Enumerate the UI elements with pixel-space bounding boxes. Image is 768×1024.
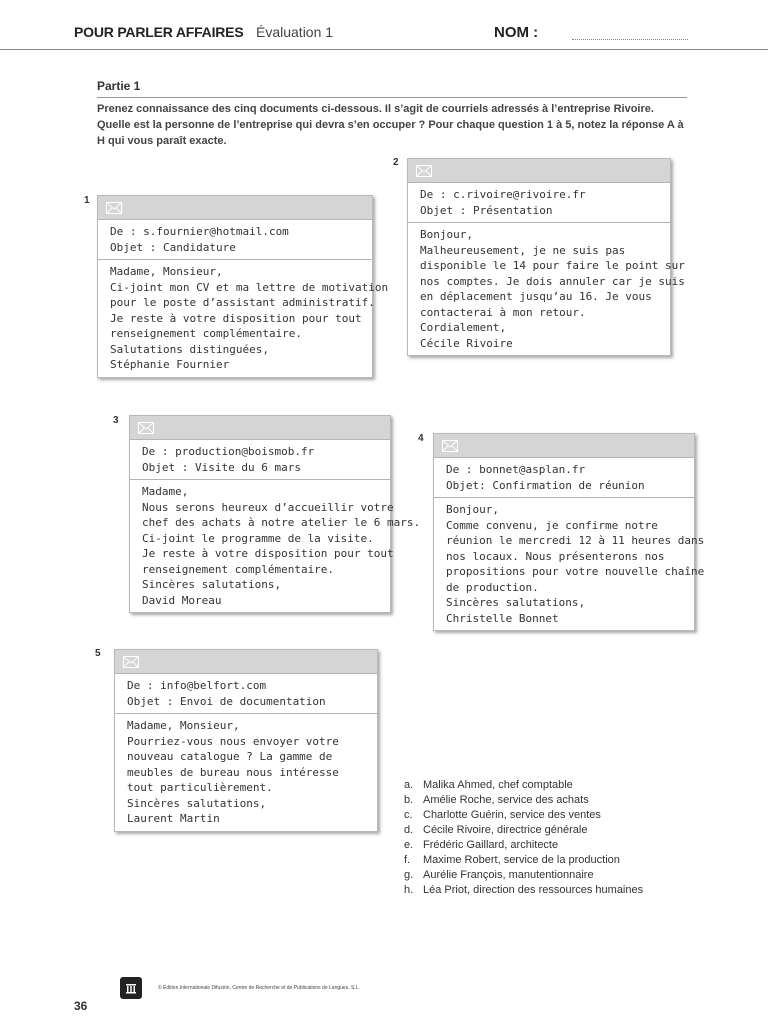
email-subject: Objet : Visite du 6 mars bbox=[142, 460, 301, 474]
copyright-notice: © Édition Internationale Difusión, Centre de Recherche et de Publications de Langues, S.L. bbox=[158, 985, 360, 991]
email-header bbox=[434, 458, 694, 498]
part-title: Partie 1 bbox=[97, 79, 141, 93]
email-body-line: Nous serons heureux d’accueillir votre bbox=[142, 500, 394, 514]
email-title-bar bbox=[408, 159, 670, 183]
email-body-line: propositions pour votre nouvelle chaîne bbox=[446, 565, 705, 578]
envelope-icon bbox=[106, 202, 122, 214]
email-body bbox=[408, 223, 685, 355]
email-subject: Objet : Présentation bbox=[420, 203, 553, 217]
email-body-line: pour le poste d’assistant administratif. bbox=[110, 296, 375, 309]
email-body-line: renseignement complémentaire. bbox=[110, 327, 303, 340]
part-divider bbox=[97, 97, 687, 98]
envelope-icon bbox=[138, 422, 154, 434]
answer-option: e. Frédéric Gaillard, architecte bbox=[404, 839, 559, 851]
email-body-line: Stéphanie Fournier bbox=[110, 358, 230, 371]
answer-option: h. Léa Priot, direction des ressources humaines bbox=[404, 884, 644, 896]
email-body-line: meubles de bureau nous intéresse bbox=[127, 765, 339, 779]
email-body-line: Salutations distinguées, bbox=[110, 342, 269, 356]
email-body-line: nos comptes. Je dois annuler car je suis bbox=[420, 274, 685, 288]
email-header bbox=[98, 220, 372, 260]
email-body bbox=[434, 498, 705, 630]
email-body-line: Madame, Monsieur, bbox=[110, 265, 223, 278]
answer-option: f. Maxime Robert, service de la production bbox=[404, 854, 620, 866]
email-from: De : c.rivoire@rivoire.fr bbox=[420, 188, 586, 201]
email-body-line: Je reste à votre disposition pour tout bbox=[142, 547, 394, 560]
email-header bbox=[115, 674, 377, 714]
email-body-line: Cordialement, bbox=[420, 321, 507, 334]
email-header bbox=[130, 440, 390, 480]
email-body-line: Pourriez-vous nous envoyer votre bbox=[127, 734, 339, 748]
email-number: 2 bbox=[393, 157, 399, 168]
email-body-line: Bonjour, bbox=[446, 503, 499, 516]
email-body-line: tout particulièrement. bbox=[127, 781, 273, 794]
email-number: 4 bbox=[418, 433, 424, 444]
envelope-icon bbox=[416, 165, 432, 177]
email-body-line: Ci-joint le programme de la visite. bbox=[142, 531, 374, 545]
answer-options bbox=[404, 778, 643, 898]
email-number: 3 bbox=[113, 415, 119, 426]
email-subject: Objet : Envoi de documentation bbox=[127, 694, 326, 708]
email-body bbox=[98, 260, 389, 377]
email-subject: Objet: Confirmation de réunion bbox=[446, 478, 645, 492]
email-body-line: en déplacement jusqu’au 16. Je vous bbox=[420, 290, 652, 303]
email-number: 5 bbox=[95, 648, 101, 659]
email-body-line: Sincères salutations, bbox=[142, 578, 282, 591]
email-from: De : bonnet@asplan.fr bbox=[446, 463, 586, 476]
email-body-line: renseignement complémentaire. bbox=[142, 562, 335, 576]
email-body-line: de production. bbox=[446, 580, 539, 594]
email-subject: Objet : Candidature bbox=[110, 240, 236, 254]
publisher-logo-icon bbox=[120, 977, 142, 999]
email-header bbox=[408, 183, 670, 223]
email-body-line: Laurent Martin bbox=[127, 812, 220, 825]
email-body-line: Malheureusement, je ne suis pas bbox=[420, 243, 626, 257]
email-body-line: nos locaux. Nous présenterons nos bbox=[446, 549, 665, 563]
email-title-bar bbox=[98, 196, 372, 220]
email-body-line: Madame, Monsieur, bbox=[127, 719, 240, 732]
nom-label: NOM : bbox=[494, 24, 539, 41]
answer-option: d. Cécile Rivoire, directrice générale bbox=[404, 824, 588, 836]
email-body-line: contacterai à mon retour. bbox=[420, 305, 586, 319]
email-title-bar bbox=[115, 650, 377, 674]
email-body-line: réunion le mercredi 12 à 11 heures dans bbox=[446, 534, 705, 547]
book-title: POUR PARLER AFFAIRES bbox=[74, 24, 244, 40]
email-body-line: Je reste à votre disposition pour tout bbox=[110, 311, 362, 325]
envelope-icon bbox=[123, 656, 139, 668]
answer-option: b. Amélie Roche, service des achats bbox=[404, 794, 589, 806]
publisher-logo-icon bbox=[120, 977, 142, 999]
email-title-bar bbox=[434, 434, 694, 458]
email-card-1 bbox=[97, 195, 389, 378]
email-from: De : info@belfort.com bbox=[127, 679, 267, 692]
page-header bbox=[0, 0, 768, 50]
email-body-line: Sincères salutations, bbox=[446, 596, 586, 609]
email-number: 1 bbox=[84, 195, 90, 206]
email-card-5 bbox=[114, 649, 378, 832]
email-body-line: David Moreau bbox=[142, 593, 222, 607]
email-body-line: Cécile Rivoire bbox=[420, 336, 513, 350]
email-body-line: Madame, bbox=[142, 485, 189, 498]
answer-option: c. Charlotte Guérin, service des ventes bbox=[404, 809, 601, 821]
email-card-2 bbox=[407, 158, 685, 356]
answer-option: g. Aurélie François, manutentionnaire bbox=[404, 869, 594, 881]
email-body-line: Ci-joint mon CV et ma lettre de motivation bbox=[110, 280, 389, 294]
email-body bbox=[130, 480, 421, 612]
email-body-line: nouveau catalogue ? La gamme de bbox=[127, 750, 333, 763]
envelope-icon bbox=[442, 440, 458, 452]
email-body-line: Sincères salutations, bbox=[127, 796, 267, 810]
email-body-line: Christelle Bonnet bbox=[446, 611, 559, 625]
email-body-line: Bonjour, bbox=[420, 228, 473, 241]
email-title-bar bbox=[130, 416, 390, 440]
email-body-line: chef des achats à notre atelier le 6 mars. bbox=[142, 516, 421, 529]
instructions: Prenez connaissance des cinq documents ci-dessous. Il s’agit de courriels adressés à l’entreprise Rivoire. Quelle est la personne de l’entreprise qui devra s’en occuper ? Pour chaque question 1 à 5, notez la réponse A à H qui vous paraît exacte. bbox=[97, 103, 684, 147]
email-card-3 bbox=[129, 415, 421, 613]
email-from: De : s.fournier@hotmail.com bbox=[110, 225, 289, 238]
email-body-line: Comme convenu, je confirme notre bbox=[446, 518, 658, 532]
email-card-4 bbox=[433, 433, 705, 631]
email-body bbox=[115, 714, 377, 831]
email-from: De : production@boismob.fr bbox=[142, 445, 315, 458]
email-body-line: disponible le 14 pour faire le point sur bbox=[420, 259, 685, 272]
page-number: 36 bbox=[74, 999, 88, 1013]
evaluation-label: Évaluation 1 bbox=[256, 24, 334, 40]
nom-fill-line bbox=[572, 39, 688, 40]
answer-option: a. Malika Ahmed, chef comptable bbox=[404, 779, 573, 791]
